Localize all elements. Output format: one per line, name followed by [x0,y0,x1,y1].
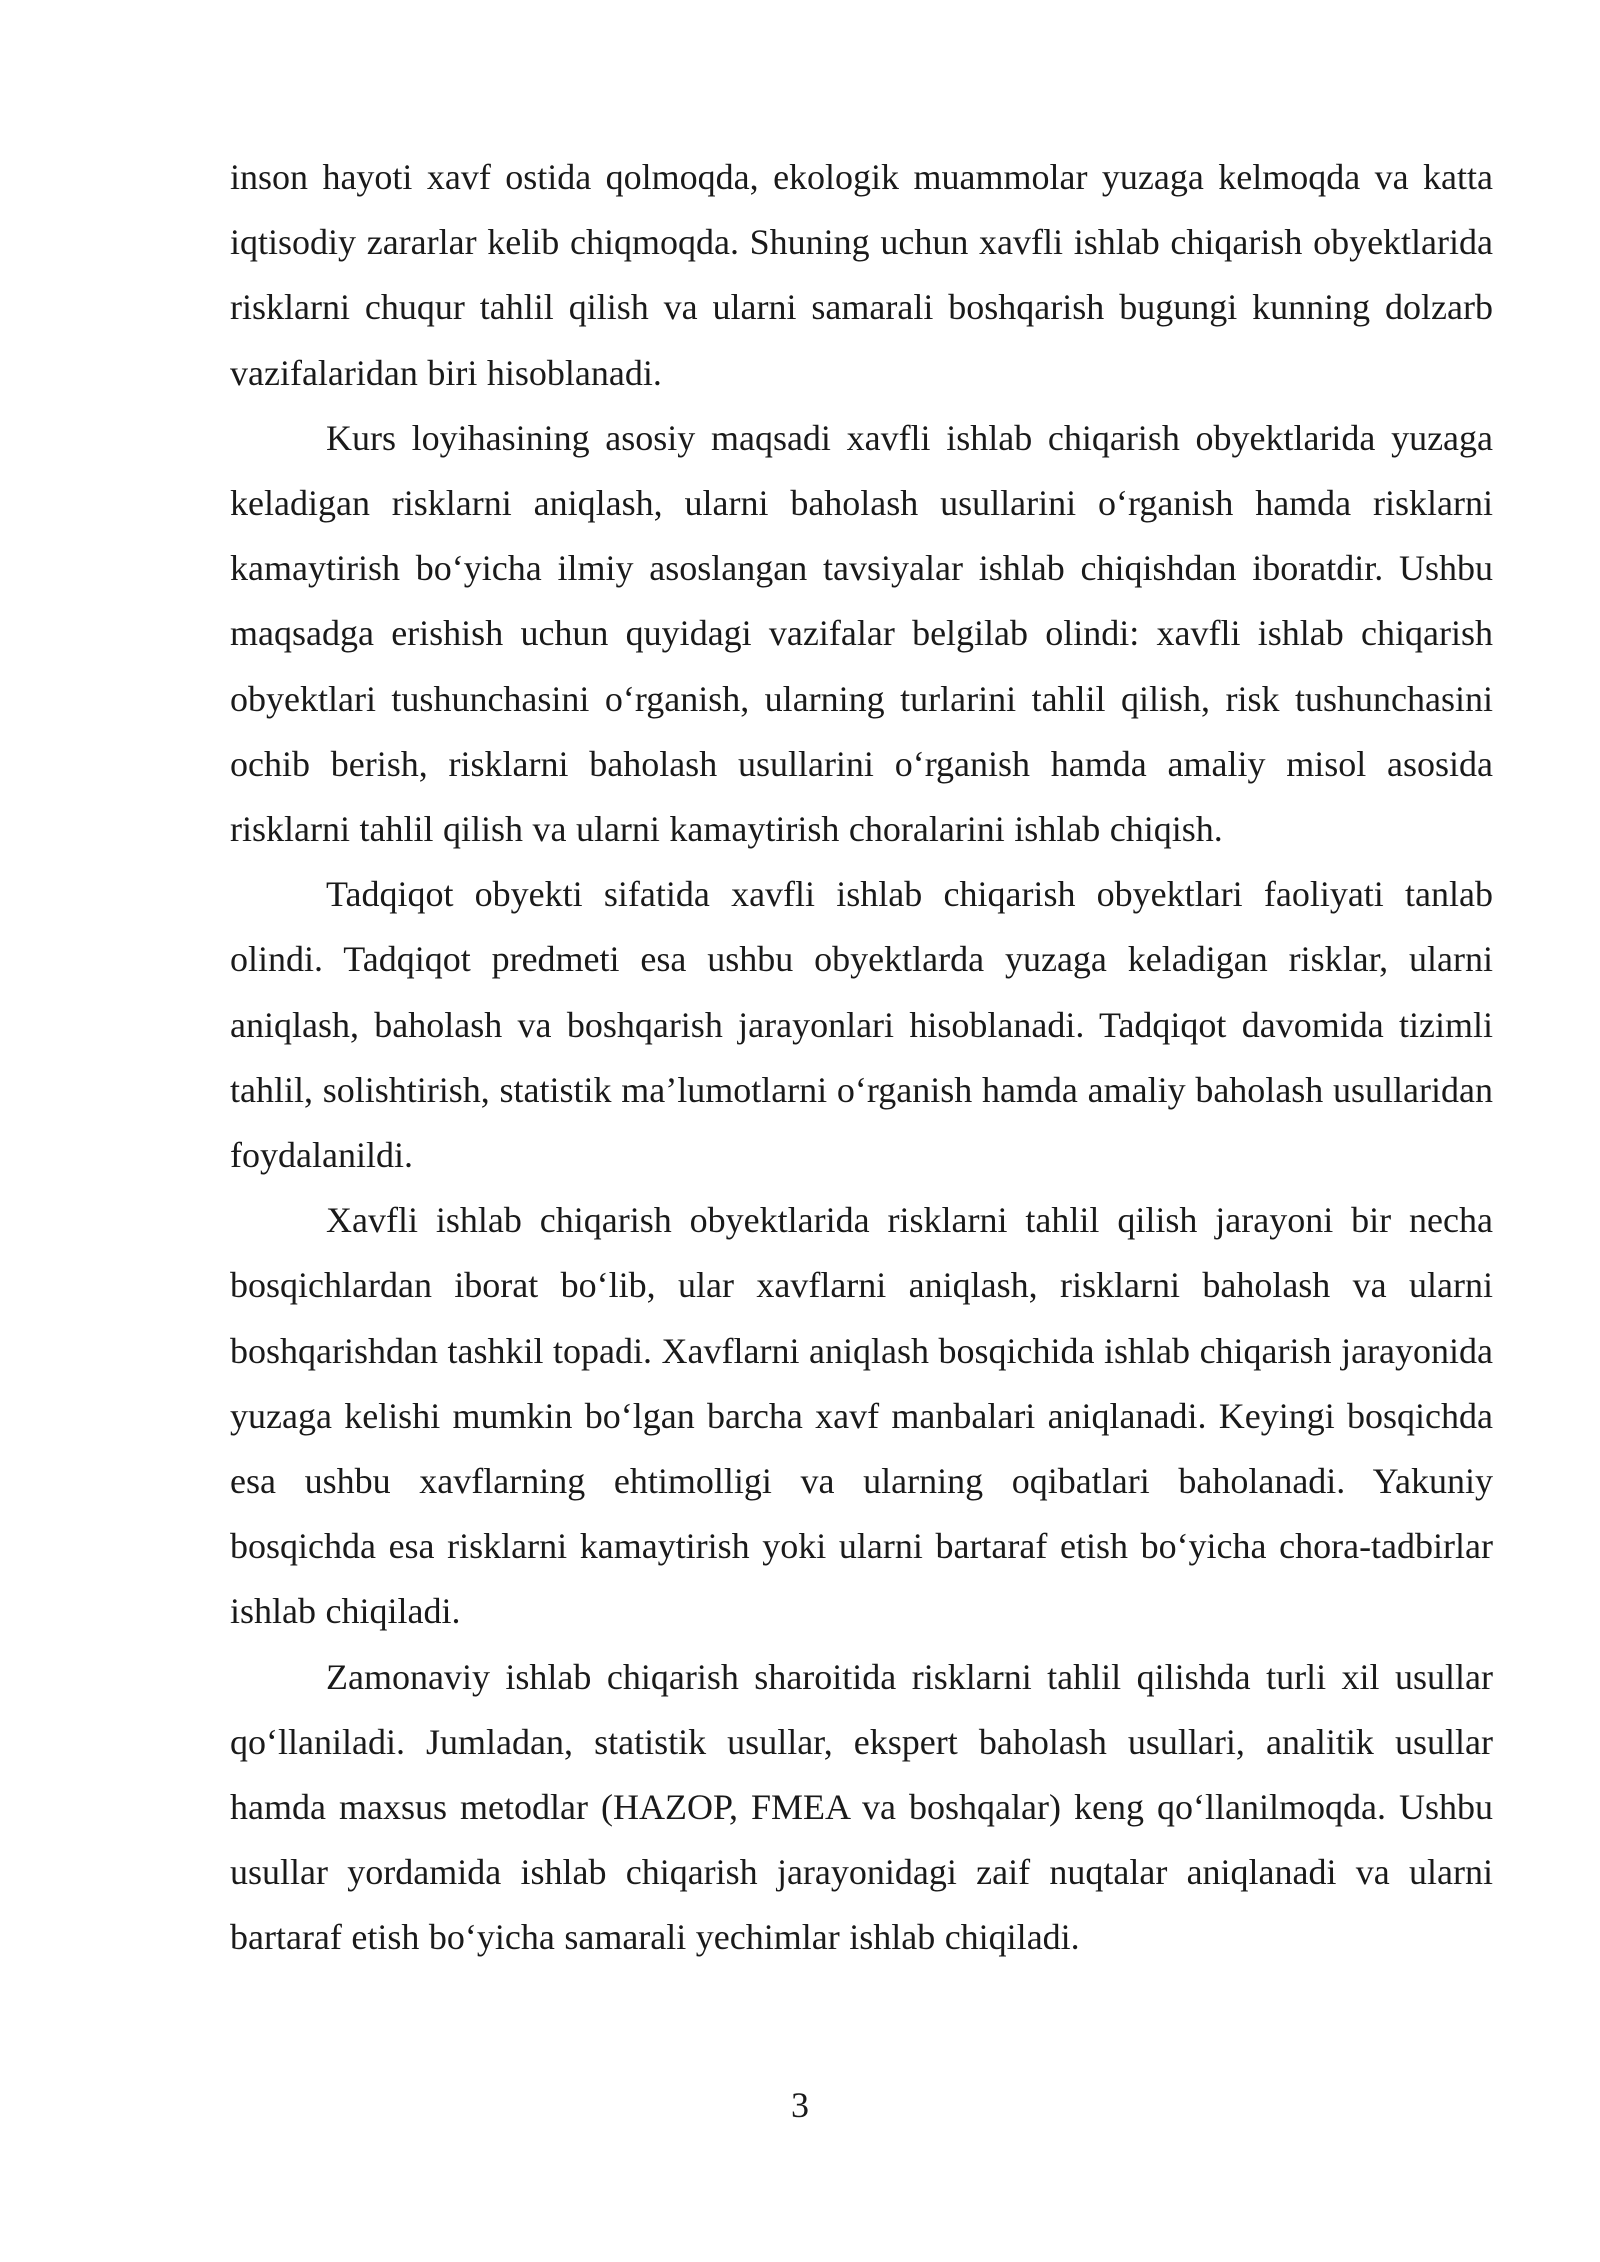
paragraph-analysis-stages: Xavfli ishlab chiqarish obyektlarida risklarni tahlil qilish jarayoni bir necha bosqichlardan iborat bo‘lib, ular xavflarni aniqlash, risklarni baholash va ularni boshqarishdan tashkil topadi. Xavflarni aniqlash bosqichida ishlab chiqarish jarayonida yuzaga kelishi mumkin bo‘lgan barcha xavf manbalari aniqlanadi. Keyingi bosqichda esa ushbu xavflarning ehtimolligi va ularning oqibatlari baholanadi. Yakuniy bosqichda esa risklarni kamaytirish yoki ularni bartaraf etish bo‘yicha chora-tadbirlar ishlab chiqiladi. [230,1200,1493,1632]
paragraph-goal: Kurs loyihasining asosiy maqsadi xavfli ishlab chiqarish obyektlarida yuzaga keladigan risklarni aniqlash, ularni baholash usullarini o‘rganish hamda risklarni kamaytirish bo‘yicha ilmiy asoslangan tavsiyalar ishlab chiqishdan iboratdir. Ushbu maqsadga erishish uchun quyidagi vazifalar belgilab olindi: xavfli ishlab chiqarish obyektlari tushunchasini o‘rganish, ularning turlarini tahlil qilish, risk tushunchasini ochib berish, risklarni baholash usullarini o‘rganish hamda amaliy misol asosida risklarni tahlil qilish va ularni kamaytirish choralarini ishlab chiqish. [230,417,1493,850]
document-body [230,145,1493,1971]
paragraph-research-object: Tadqiqot obyekti sifatida xavfli ishlab chiqarish obyektlari faoliyati tanlab olindi. Tadqiqot predmeti esa ushbu obyektlarda yuzaga keladigan risklar, ularni aniqlash, baholash va boshqarish jarayonlari hisoblanadi. Tadqiqot davomida tizimli tahlil, solishtirish, statistik ma’lumotlarni o‘rganish hamda amaliy baholash usullaridan foydalanildi. [230,874,1493,1176]
page-number: 3 [791,2085,809,2125]
paragraph-continuation: inson hayoti xavf ostida qolmoqda, ekologik muammolar yuzaga kelmoqda va katta iqtisodiy zararlar kelib chiqmoqda. Shuning uchun xavfli ishlab chiqarish obyektlarida risklarni chuqur tahlil qilish va ularni samarali boshqarish bugungi kunning dolzarb vazifalaridan biri hisoblanadi. [230,157,1493,393]
paragraph-methods: Zamonaviy ishlab chiqarish sharoitida risklarni tahlil qilishda turli xil usullar qo‘llaniladi. Jumladan, statistik usullar, ekspert baholash usullari, analitik usullar hamda maxsus metodlar (HAZOP, FMEA va boshqalar) keng qo‘llanilmoqda. Ushbu usullar yordamida ishlab chiqarish jarayonidagi zaif nuqtalar aniqlanadi va ularni bartaraf etish bo‘yicha samarali yechimlar ishlab chiqiladi. [230,1656,1493,1958]
